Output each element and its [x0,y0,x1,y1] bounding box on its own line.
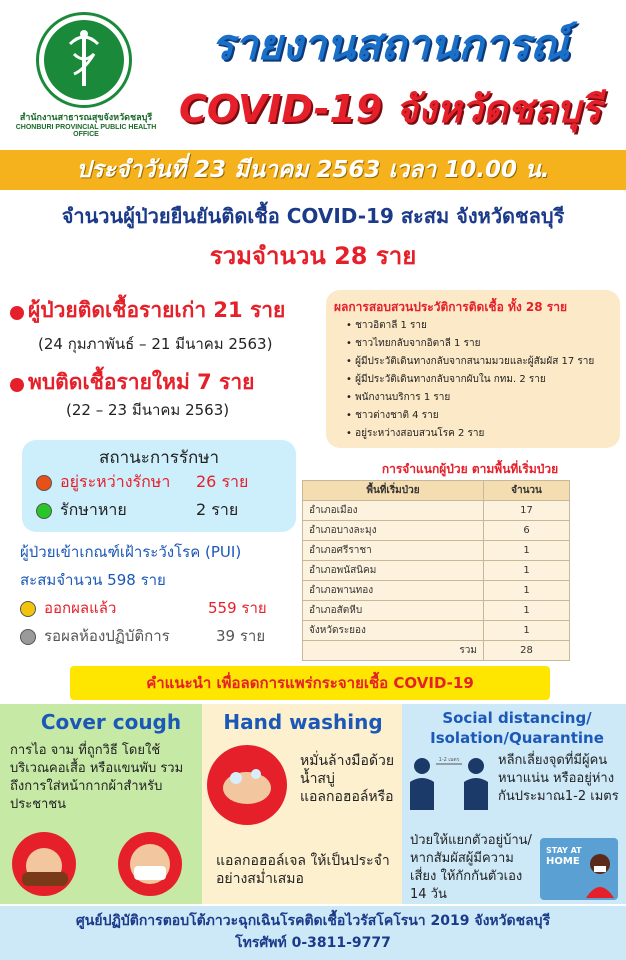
new-cases [10,366,310,399]
status-dot-icon [20,601,36,617]
treatment-title: สถานะการรักษา [98,448,220,468]
pui-row: ออกผลแล้ว 559 ราย [20,596,300,620]
table-row: อำเภอสัตหีบ 1 [303,601,570,621]
table-row: อำเภอบางละมุง 6 [303,521,570,541]
list-item: • อยู่ระหว่างสอบสวนโรค 2 ราย [346,428,485,439]
hand-washing-text: หมั่นล้างมือด้วยน้ำสบู่ แอลกอฮอล์หรือ [300,753,395,805]
pui-row: รอผลห้องปฏิบัติการ 39 ราย [20,624,300,648]
area-table-title: การจำแนกผู้ป่วย ตามพื้นที่เริ่มป่วย [381,462,559,476]
cover-cough-heading: Cover cough [40,710,182,734]
old-cases [10,294,310,327]
new-cases-label: พบติดเชื้อรายใหม่ 7 ราย [28,370,255,394]
hand-washing-illustration-icon [206,744,288,826]
bullet-icon [10,306,24,320]
old-cases-range: (24 กุมภาพันธ์ – 21 มีนาคม 2563) [38,335,273,353]
distance-label: 1-2 เมตร [438,757,460,763]
table-row: อำเภอพนัสนิคม 1 [303,561,570,581]
office-name-th: สำนักงานสาธารณสุขจังหวัดชลบุรี [19,112,153,122]
area-table [302,480,570,661]
report-date: ประจำวันที่ 23 มีนาคม 2563 เวลา 10.00 น. [76,157,550,183]
old-cases-label: ผู้ป่วยติดเชื้อรายเก่า 21 ราย [28,298,286,322]
list-item: • ผู้มีประวัติเดินทางกลับจากสนามมวยและผู้สัมผัส 17 ราย [346,356,595,367]
social-distancing-heading: Social distancing/ Isolation/Quarantine [430,709,604,747]
status-dot-icon [36,503,52,519]
stay-at-home-icon: STAY AT HOME [540,838,618,900]
treatment-row: อยู่ระหว่างรักษา 26 ราย [36,470,286,495]
status-dot-icon [36,475,52,491]
treatment-row: รักษาหาย 2 ราย [36,498,286,523]
list-item: • ชาวต่างชาติ 4 ราย [346,410,439,421]
pui-total: สะสมจำนวน 598 ราย [20,571,166,589]
pui-title: ผู้ป่วยเข้าเกณฑ์เฝ้าระวังโรค (PUI) [20,543,242,561]
table-total-row: รวม 28 [303,641,570,661]
cough-illustration-icon [4,822,200,902]
summary-total: รวมจำนวน 28 ราย [209,242,417,270]
advice-text: คำแนะนำ เพื่อลดการแพร่กระจายเชื้อ COVID-19 [146,674,474,692]
table-header-row: พื้นที่เริ่มป่วย จำนวน [303,481,570,501]
distancing-text: หลีกเลี่ยงจุดที่มีผู้คนหนาแน่น หรืออยู่ห่างกันประมาณ1-2 เมตร [498,753,619,804]
history-title: ผลการสอบสวนประวัติการติดเชื้อ ทั้ง 28 ราย [334,300,567,314]
report-title: รายงานสถานการณ์ [211,20,569,69]
hand-washing-text-2: แอลกอฮอล์เจล ให้เป็นประจำอย่างสม่ำเสมอ [216,853,390,887]
hand-washing-heading: Hand washing [223,710,383,734]
list-item: • ผู้มีประวัติเดินทางกลับจากผับใน กทม. 2 ราย [346,374,546,385]
moph-emblem-icon [44,20,124,100]
status-dot-icon [20,629,36,645]
footer-phone: โทรศัพท์ 0-3811-9777 [235,935,391,951]
footer-org: ศูนย์ปฏิบัติการตอบโต้ภาวะฉุกเฉินโรคติดเชื้อไวรัสโคโรนา 2019 จังหวัดชลบุรี [75,913,551,929]
cover-cough-text: การไอ จาม ที่ถูกวิธี โดยใช้บริเวณคอเสื้อ หรือแขนพับ รวมถึงการใส่หน้ากากผ้าสำหรับประชาชน [10,743,184,812]
report-subtitle: COVID-19 จังหวัดชลบุรี [178,87,601,131]
isolation-text: ป่วยให้แยกตัวอยู่บ้าน/หากสัมผัสผู้มีความเสี่ยง ให้กักกันตัวเอง 14 วัน [410,833,532,902]
history-list [346,318,614,444]
table-row: อำเภอเมือง 17 [303,501,570,521]
new-cases-range: (22 – 23 มีนาคม 2563) [66,401,230,419]
summary-line: จำนวนผู้ป่วยยืนยันติดเชื้อ COVID-19 สะสม จังหวัดชลบุรี [61,204,565,228]
office-name-en: CHONBURI PROVINCIAL PUBLIC HEALTH OFFICE [15,124,157,138]
table-row: อำเภอศรีราชา 1 [303,541,570,561]
bullet-icon [10,378,24,392]
list-item: • ชาวไทยกลับจากอิตาลี 1 ราย [346,338,481,349]
list-item: • ชาวอิตาลี 1 ราย [346,320,427,331]
list-item: • พนักงานบริการ 1 ราย [346,392,451,403]
table-row: จังหวัดระยอง 1 [303,621,570,641]
table-row: อำเภอพานทอง 1 [303,581,570,601]
